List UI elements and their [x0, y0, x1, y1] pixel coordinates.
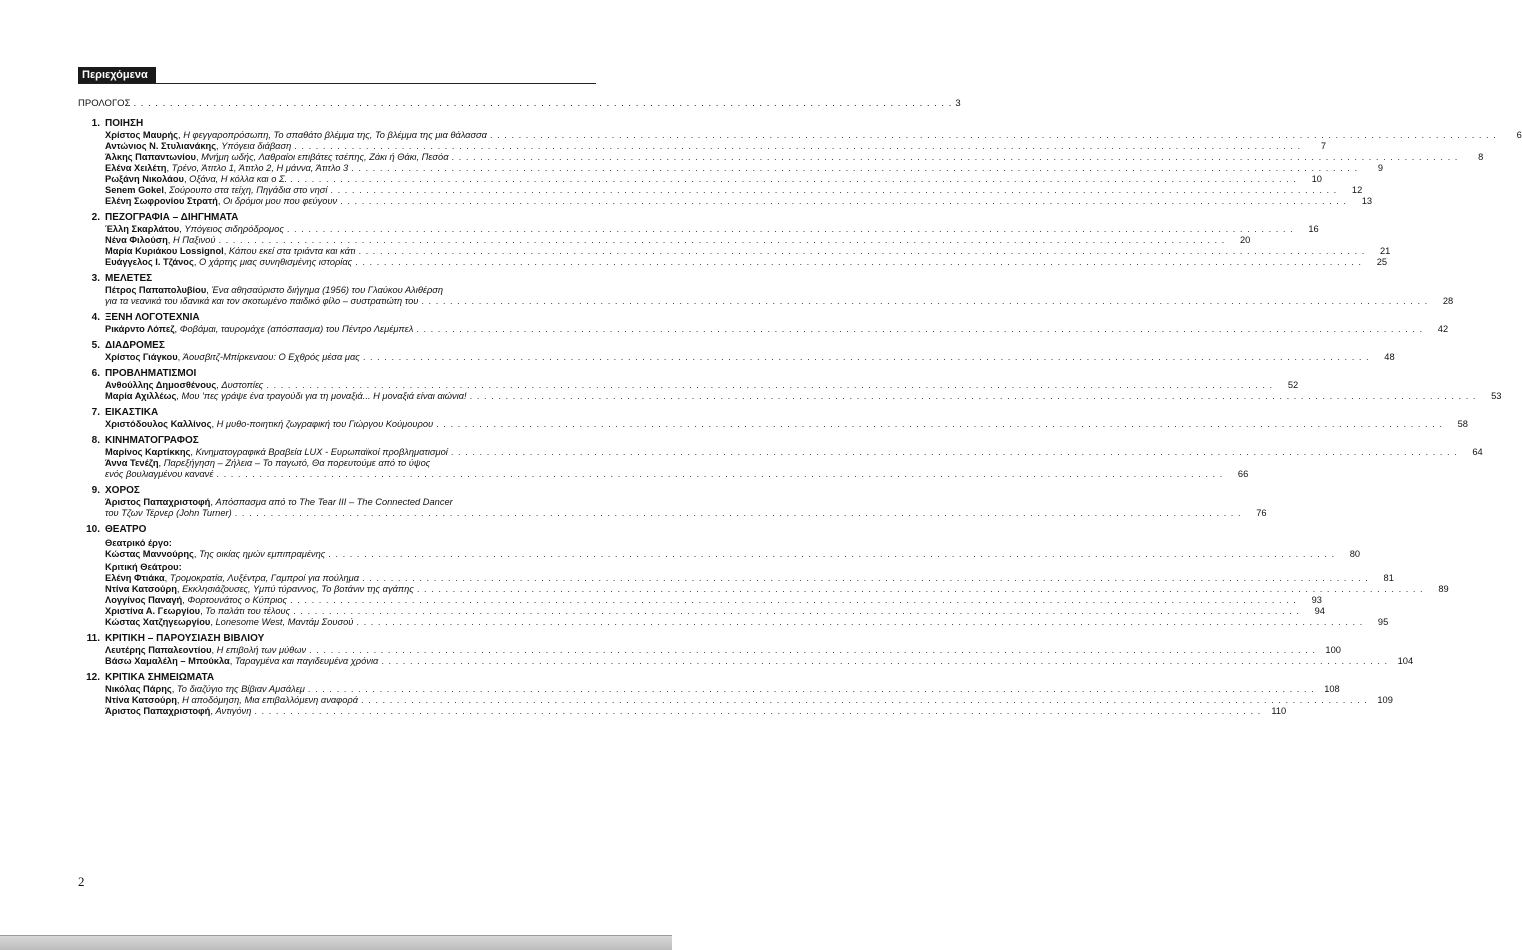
toc-entry[interactable] — [105, 174, 1322, 185]
section-entries — [78, 224, 1391, 268]
entry-separator: , — [183, 174, 190, 184]
entry-work: Οξάνα, Η κόλλα και ο Σ. — [189, 174, 288, 184]
entry-work: Ο χάρτης μιας συνηθισμένης ιστορίας — [199, 257, 353, 267]
leader-dots — [363, 352, 1370, 363]
toc-entry[interactable] — [105, 352, 1395, 363]
entry-page: 21 — [1379, 246, 1391, 256]
toc-entry[interactable] — [105, 246, 1391, 257]
section-heading[interactable] — [78, 672, 596, 684]
entry-work: Το διαζύγιο της Βίβιαν Αμσάλεμ — [176, 684, 305, 694]
entry-separator: , — [193, 549, 200, 559]
section-title: ΔΙΑΔΡΟΜΕΣ — [105, 340, 165, 351]
entry-work-continued: για τα νεανικά του ιδανικά και τον σκοτωμένο παιδικό φίλο – συστρατιώτη του — [105, 296, 419, 306]
entry-separator: , — [195, 152, 202, 162]
entry-author: Αντώνιος Ν. Στυλιανάκης — [105, 141, 217, 151]
entry-separator: , — [200, 606, 206, 616]
section-number: 3. — [91, 273, 100, 284]
leader-dots — [235, 508, 1242, 519]
entry-separator: , — [223, 246, 229, 256]
entry-text — [105, 497, 453, 508]
entry-text — [105, 391, 467, 402]
entry-author: Πέτρος Παπαπολυβίου — [105, 285, 207, 295]
entry-author: Άλκης Παπαντωνίου — [105, 152, 196, 162]
entry-page: 110 — [1271, 706, 1287, 716]
entry-page: 76 — [1256, 508, 1267, 518]
entry-separator: , — [176, 584, 183, 594]
section-entries — [78, 684, 1393, 717]
toc-entry[interactable] — [105, 573, 1394, 584]
section-number: 7. — [91, 407, 100, 418]
entry-work: Κάπου εκεί στα τριάντα και κάτι — [228, 246, 356, 256]
entry-separator: , — [182, 595, 188, 605]
entry-page: 10 — [1311, 174, 1322, 184]
section-heading[interactable] — [78, 340, 596, 352]
toc-entry[interactable] — [105, 656, 1414, 667]
entry-separator: , — [210, 706, 216, 716]
entry-page: 12 — [1351, 185, 1363, 195]
entry-work: Ταραγμένα και παγιδευμένα χρόνια — [234, 656, 379, 666]
entry-text — [105, 447, 448, 458]
section-entries — [78, 645, 1414, 667]
toc-section — [78, 312, 1449, 335]
entry-page: 58 — [1457, 419, 1468, 429]
entry-separator: , — [176, 391, 182, 401]
toc-entry[interactable] — [105, 163, 1384, 174]
entry-author: Χριστόδουλος Καλλίνος — [105, 419, 212, 429]
entry-work-continued: του Τζων Τέρνερ (John Turner) — [105, 508, 232, 518]
entry-author: Χρίστος Γιάγκου — [105, 352, 178, 362]
entry-work: Απόσπασμα από το The Tear III – The Connected Dancer — [215, 497, 453, 507]
entry-separator: , — [163, 185, 170, 195]
entry-separator: , — [166, 163, 172, 173]
section-heading[interactable] — [78, 212, 596, 224]
entry-text — [105, 617, 353, 628]
entry-author: Μαρία Κυριάκου Lossignol — [105, 246, 224, 256]
section-heading[interactable] — [78, 524, 596, 536]
entry-page: 66 — [1237, 469, 1249, 479]
toc-entry[interactable] — [105, 645, 1341, 656]
toc-entry[interactable] — [105, 606, 1325, 617]
toc-entry[interactable] — [105, 185, 1363, 196]
entry-page: 48 — [1384, 352, 1395, 362]
entry-author: Ντίνα Κατσούρη — [105, 584, 177, 594]
entry-page: 25 — [1376, 257, 1388, 267]
section-title: ΚΙΝΗΜΑΤΟΓΡΑΦΟΣ — [105, 435, 199, 446]
leader-dots — [330, 185, 1337, 196]
entry-text — [105, 706, 251, 717]
entry-separator: , — [190, 447, 196, 457]
section-heading[interactable] — [78, 407, 596, 419]
entry-author: Κώστας Χατζηγεωργίου — [105, 617, 211, 627]
entry-page: 9 — [1377, 163, 1384, 173]
entry-work: Παρεξήγηση – Ζήλεια – Το παγωτό, Θα πορευτούμε από το ύψος — [163, 458, 431, 468]
leader-dots — [452, 152, 1459, 163]
entry-separator: , — [176, 695, 183, 705]
toc-entry[interactable] — [105, 458, 596, 469]
entry-page: 20 — [1239, 235, 1251, 245]
toc-section — [78, 672, 1393, 717]
leader-dots — [361, 695, 1368, 706]
leader-dots — [351, 163, 1358, 174]
toc-entry[interactable] — [105, 695, 1393, 706]
entry-text — [105, 141, 291, 152]
section-number: 5. — [91, 340, 100, 351]
entry-text — [105, 196, 337, 207]
entry-work: Μνήμη ωδής, Λαθραίοι επιβάτες τσέπης, Ζάκι ή Θάκι, Πεσόα — [201, 152, 449, 162]
toc-entry[interactable] — [105, 257, 1388, 268]
entry-author: Ελένη Σωφρονίου Στρατή — [105, 196, 218, 206]
entry-page: 80 — [1349, 549, 1361, 559]
section-heading[interactable] — [78, 118, 596, 130]
entry-separator: , — [174, 324, 180, 334]
entry-author: Έλλη Σκαρλάτου — [105, 224, 180, 234]
leader-dots — [436, 419, 1443, 430]
entry-work: Μου 'πες γράψε ένα τραγούδι για τη μοναξιά... Η μοναξιά είναι αιώνια! — [181, 391, 467, 401]
entry-separator: , — [164, 573, 170, 583]
entry-author: Ελένη Φτιάκα — [105, 573, 165, 583]
entry-page: 89 — [1438, 584, 1449, 594]
entry-page: 109 — [1377, 695, 1393, 705]
toc-section — [78, 340, 1395, 363]
toc-entry[interactable] — [105, 235, 1251, 246]
entry-author: Ντίνα Κατσούρη — [105, 695, 177, 705]
entry-text — [105, 606, 290, 617]
toc-section — [78, 485, 1267, 519]
entry-author: Ανθούλλης Δημοσθένους — [105, 380, 217, 390]
section-entries — [78, 130, 1522, 207]
section-entries — [78, 285, 1454, 307]
toc-entry[interactable] — [105, 706, 1287, 717]
entry-text — [105, 549, 325, 560]
entry-author: Ρικάρντο Λόπεζ — [105, 324, 175, 334]
entry-work: Τρένο, Άτιτλο 1, Άτιτλο 2, Η μάννα, Άτιτλο 3 — [171, 163, 349, 173]
toc-entry[interactable] — [105, 285, 596, 296]
leader-dots — [416, 324, 1423, 335]
section-heading[interactable] — [78, 633, 596, 645]
viewer-bottom-bar — [0, 935, 672, 950]
entry-author: Μαρίνος Καρτίκκης — [105, 447, 191, 457]
entry-author: Χρίστος Μαυρής — [105, 130, 179, 140]
entry-work: Υπόγειος σιδηρόδρομος — [184, 224, 284, 234]
entry-work: Η φεγγαροπρόσωπη, Το σπαθάτο βλέμμα της, Το βλέμμα της μια θάλασσα — [183, 130, 487, 140]
toc-entry[interactable] — [105, 497, 596, 508]
entry-author: Βάσω Χαμαλέλη – Μπούκλα — [105, 656, 230, 666]
entry-separator: , — [179, 224, 185, 234]
entry-text — [105, 684, 305, 695]
entry-text — [105, 324, 413, 335]
entry-text — [105, 152, 449, 163]
leader-dots — [309, 645, 1316, 656]
toc-section — [78, 368, 1502, 402]
entry-work: Η επιβολή των μύθων — [216, 645, 307, 655]
contents-header — [78, 67, 596, 84]
entry-text — [105, 595, 287, 606]
entry-separator: , — [158, 458, 164, 468]
entry-author: Άννα Τενέζη — [105, 458, 159, 468]
entry-text — [105, 584, 414, 595]
entry-text — [105, 185, 327, 196]
leader-dots — [490, 130, 1497, 141]
entry-work: Δυστοπίες — [221, 380, 264, 390]
entry-author: Λευτέρης Παπαλεοντίου — [105, 645, 212, 655]
section-heading[interactable] — [78, 273, 596, 285]
section-number: 12. — [86, 672, 100, 683]
entry-work: Η Παξινού — [172, 235, 216, 245]
toc-entry-continued[interactable] — [105, 296, 1454, 307]
entry-work: Τρομοκρατία, Λυξέντρα, Γαμπροί για πούλημα — [169, 573, 360, 583]
leader-dots — [218, 235, 1225, 246]
section-title: ΠΡΟΒΛΗΜΑΤΙΣΜΟΙ — [105, 368, 197, 379]
prologue-entry[interactable] — [78, 97, 961, 110]
entry-text — [105, 656, 378, 667]
entry-page: 28 — [1442, 296, 1454, 306]
toc-entry[interactable] — [105, 130, 1522, 141]
entry-text — [105, 695, 358, 706]
leader-dots — [470, 391, 1477, 402]
entry-page: 94 — [1314, 606, 1325, 616]
entry-author: Κώστας Μαννούρης — [105, 549, 194, 559]
entry-text — [105, 224, 284, 235]
entry-text — [105, 246, 355, 257]
section-heading[interactable] — [78, 312, 596, 324]
leader-dots — [290, 174, 1297, 185]
section-heading[interactable] — [78, 435, 596, 447]
toc-entry[interactable] — [105, 549, 1361, 560]
section-entries — [78, 324, 1449, 335]
entry-work-continued: ενός βουλιαγμένου κανανέ — [105, 469, 214, 479]
entry-page: 52 — [1287, 380, 1299, 390]
leader-dots — [451, 447, 1458, 458]
toc-entry[interactable] — [105, 617, 1389, 628]
contents-title: Περιεχόμενα — [78, 67, 156, 83]
entry-work: Υπόγεια διάβαση — [221, 141, 292, 151]
entry-page: 93 — [1311, 595, 1322, 605]
entry-page: 7 — [1320, 141, 1327, 151]
section-entries — [78, 538, 1449, 628]
toc-entry[interactable] — [105, 380, 1299, 391]
entry-author: Νένα Φιλούση — [105, 235, 168, 245]
entry-text — [105, 645, 306, 656]
section-title: ΚΡΙΤΙΚΑ ΣΗΜΕΙΩΜΑΤΑ — [105, 672, 215, 683]
entry-work: Της οικίας ημών εμπιπραμένης — [199, 549, 326, 559]
section-heading[interactable] — [78, 368, 596, 380]
toc-entry[interactable] — [105, 419, 1468, 430]
leader-dots — [358, 246, 1365, 257]
entry-separator: , — [210, 497, 216, 507]
leader-dots — [266, 380, 1273, 391]
entry-page: 100 — [1325, 645, 1341, 655]
toc-entry[interactable] — [105, 684, 1340, 695]
toc-section — [78, 118, 1522, 207]
entry-work: Άουσβιτζ-Μπίρκεναου: Ο Εχθρός μέσα μας — [182, 352, 360, 362]
leader-dots — [290, 595, 1297, 606]
entry-work: Το παλάτι του τέλους — [205, 606, 291, 616]
toc-section — [78, 435, 1483, 480]
entry-work: Εκκλησιάζουσες, Υμπύ τύραννος, Το βοτάνιν της αγάπης — [182, 584, 414, 594]
entry-page: 42 — [1437, 324, 1449, 334]
section-number: 11. — [86, 633, 100, 644]
entry-page: 64 — [1472, 447, 1483, 457]
section-number: 4. — [91, 312, 100, 323]
entry-page: 108 — [1324, 684, 1340, 694]
entry-page: 81 — [1383, 573, 1394, 583]
entry-author: Ελένα Χειλέτη — [105, 163, 167, 173]
toc-entry[interactable] — [105, 447, 1483, 458]
entry-separator: , — [211, 419, 217, 429]
entry-separator: , — [216, 141, 222, 151]
entry-separator: , — [216, 380, 222, 390]
leader-dots — [328, 549, 1335, 560]
entry-separator: , — [167, 235, 173, 245]
toc-entry[interactable] — [105, 141, 1327, 152]
leader-dots — [294, 141, 1301, 152]
section-title: ΞΕΝΗ ΛΟΓΟΤΕΧΝΙΑ — [105, 312, 200, 323]
leader-dots — [417, 584, 1424, 595]
entry-author: Άριστος Παπαχριστοφή — [105, 706, 211, 716]
section-entries — [78, 419, 1468, 430]
entry-work: Lonesome West, Μαντάμ Σουσού — [215, 617, 354, 627]
entry-separator: , — [210, 617, 216, 627]
section-title: ΘΕΑΤΡΟ — [105, 524, 147, 535]
subsection-label: Θεατρικό έργο: — [105, 538, 172, 548]
toc-section — [78, 212, 1391, 268]
entry-page: 16 — [1308, 224, 1319, 234]
section-title: ΠΕΖΟΓΡΑΦΙΑ – ΔΙΗΓΗΜΑΤΑ — [105, 212, 239, 223]
leader-dots — [355, 257, 1362, 268]
prologue-title: ΠΡΟΛΟΓΟΣ — [78, 98, 131, 109]
entry-separator: , — [178, 130, 184, 140]
entry-work: Ένα αθησαύριστο διήγημα (1956) του Γλαύκου Αλιθέρση — [211, 285, 444, 295]
section-entries — [78, 380, 1502, 402]
section-heading[interactable] — [78, 485, 596, 497]
entry-separator: , — [217, 196, 223, 206]
section-title: ΚΡΙΤΙΚΗ – ΠΑΡΟΥΣΙΑΣΗ ΒΙΒΛΙΟΥ — [105, 633, 265, 644]
entry-work: Η αποδόμηση, Μια επιβαλλόμενη αναφορά — [182, 695, 359, 705]
entry-text — [105, 380, 263, 391]
leader-dots — [362, 573, 1369, 584]
entry-page: 53 — [1491, 391, 1502, 401]
table-of-contents — [78, 97, 1522, 722]
section-number: 10. — [86, 524, 100, 535]
entry-author: Νικόλας Πάρης — [105, 684, 172, 694]
entry-text — [105, 419, 433, 430]
toc-section — [78, 407, 1468, 430]
leader-dots — [381, 656, 1388, 667]
toc-section — [78, 633, 1414, 667]
entry-text — [105, 352, 360, 363]
entry-author: Μαρία Αχιλλέως — [105, 391, 177, 401]
entry-text — [105, 458, 430, 469]
subsection-label: Κριτική Θεάτρου: — [105, 562, 182, 572]
page-number: 2 — [78, 874, 85, 889]
entry-work: Κινηματογραφικά Βραβεία LUX - Ευρωπαϊκοί προβληματισμοί — [195, 447, 448, 457]
toc-entry[interactable] — [105, 324, 1449, 335]
toc-entry-continued[interactable] — [105, 469, 1249, 480]
entry-work: Η μυθο-ποιητική ζωγραφική του Γιώργου Κούμουρου — [216, 419, 434, 429]
entry-text — [105, 130, 487, 141]
entry-page: 6 — [1516, 130, 1522, 140]
toc-entry[interactable] — [105, 196, 1373, 207]
entry-text — [105, 285, 443, 296]
entry-separator: , — [171, 684, 177, 694]
toc-entry[interactable] — [105, 391, 1502, 402]
section-entries — [78, 352, 1395, 363]
entry-separator: , — [229, 656, 235, 666]
entry-author: Ευάγγελος Ι. Τζάνος — [105, 257, 194, 267]
leader-dots — [254, 706, 1261, 717]
section-entries — [78, 447, 1483, 480]
leader-dots — [293, 606, 1300, 617]
entry-work: Σούρουπο στα τείχη, Πηγάδια στο νησί — [169, 185, 328, 195]
entry-work: Οι δρόμοι μου που φεύγουν — [222, 196, 338, 206]
toc-entry[interactable] — [105, 584, 1449, 595]
entry-author: Λογγίνος Παναγή — [105, 595, 183, 605]
entry-text — [105, 573, 359, 584]
toc-entry-continued[interactable] — [105, 508, 1267, 519]
section-number: 6. — [91, 368, 100, 379]
section-number: 2. — [91, 212, 100, 223]
entry-separator: , — [211, 645, 217, 655]
entry-work: Φορτουνάτος ο Κύπριος — [187, 595, 288, 605]
toc-section — [78, 524, 1449, 628]
entry-author: Χριστίνα Α. Γεωργίου — [105, 606, 201, 616]
entry-separator: , — [193, 257, 199, 267]
leader-dots — [340, 196, 1347, 207]
entry-page: 13 — [1361, 196, 1373, 206]
entry-work: Φοβάμαι, ταυρομάχε (απόσπασμα) του Πέντρο Λεμέμπελ — [179, 324, 414, 334]
entry-author: Άριστος Παπαχριστοφή — [105, 497, 211, 507]
section-entries — [78, 497, 1267, 519]
entry-text — [105, 235, 215, 246]
entry-separator: , — [177, 352, 183, 362]
toc-entry[interactable] — [105, 224, 1319, 235]
section-title: ΠΟΙΗΣΗ — [105, 118, 144, 129]
prologue-page: 3 — [955, 98, 961, 109]
entry-page: 8 — [1478, 152, 1484, 162]
section-title: ΕΙΚΑΣΤΙΚΑ — [105, 407, 159, 418]
entry-text — [105, 257, 352, 268]
entry-text — [105, 174, 287, 185]
entry-page: 95 — [1377, 617, 1389, 627]
entry-text — [105, 163, 348, 174]
entry-author: Senem Gokel — [105, 185, 164, 195]
entry-page: 104 — [1397, 656, 1414, 666]
leader-dots — [287, 224, 1294, 235]
leader-dots — [421, 296, 1428, 307]
section-number: 8. — [91, 435, 100, 446]
section-title: ΜΕΛΕΤΕΣ — [105, 273, 153, 284]
section-number: 1. — [91, 118, 100, 129]
toc-section — [78, 273, 1454, 307]
section-number: 9. — [91, 485, 100, 496]
leader-dots: . . . . . . . . . . . . . . . . . . . . . . . . . . . . . . . . . . . . . . . . . . . . . . . . . . . . . . . . . . . . . . . . . . . . . . . . . . . . . . . . . . . . . . . . . . . . . . . . . . . . . . . . . . . . . . . . . — [133, 98, 953, 109]
leader-dots — [216, 469, 1223, 480]
toc-entry[interactable] — [105, 595, 1322, 606]
leader-dots — [356, 617, 1363, 628]
entry-work: Αντιγόνη — [215, 706, 252, 716]
section-title: ΧΟΡΟΣ — [105, 485, 140, 496]
toc-entry[interactable] — [105, 152, 1484, 163]
entry-separator: , — [206, 285, 212, 295]
leader-dots — [308, 684, 1315, 695]
entry-author: Ρωξάνη Νικολάου — [105, 174, 184, 184]
